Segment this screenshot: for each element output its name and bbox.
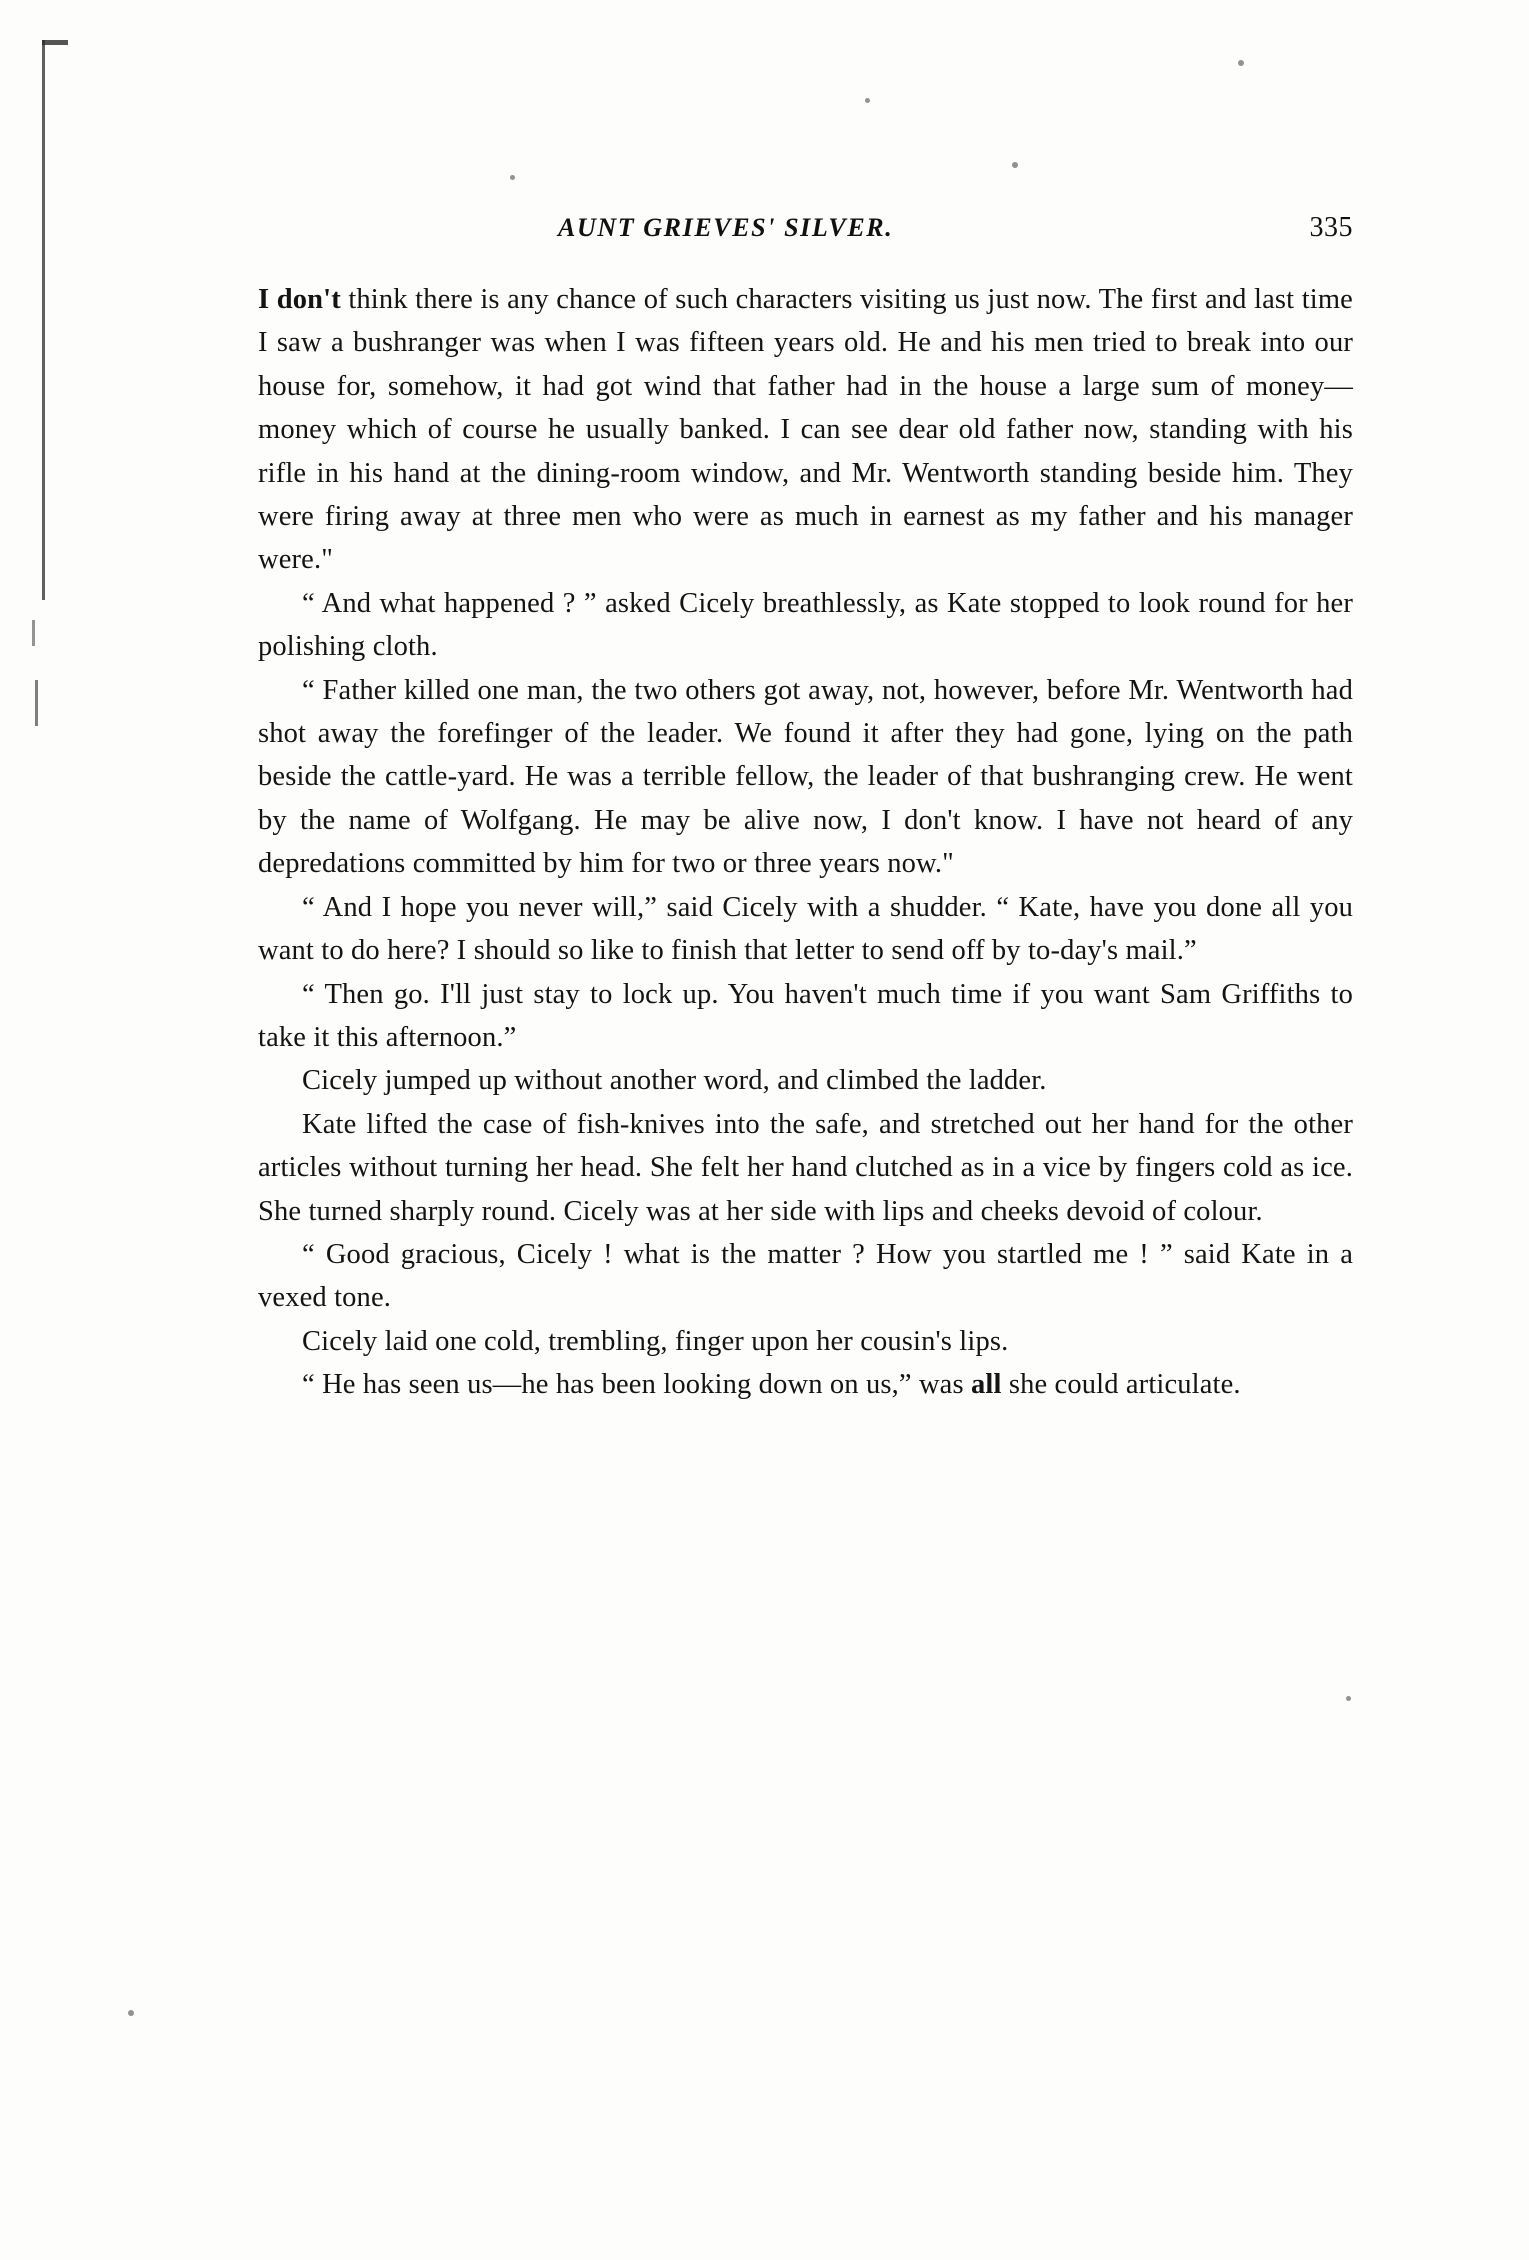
paragraph-10 [258,1363,1353,1406]
paragraph-3: “ Father killed one man, the two others got away, not, however, before Mr. Wentworth had shot away the forefinger of the leader. We found it after they had gone, lying on the path beside the cattle-yard. He was a terrible fellow, the leader of that bushranging crew. He went by the name of Wolfgang. He may be alive now, I don't know. I have not heard of any depredations committed by him for two or three years now." [258,674,1353,880]
paragraph-1-lead: I don't [258,284,341,315]
paragraph-9: Cicely laid one cold, trembling, finger upon her cousin's lips. [302,1325,1009,1357]
paragraph-4: “ And I hope you never will,” said Cicely with a shudder. “ Kate, have you done all you want to do here? I should so like to finish that letter to send off by to-day's mail.” [258,891,1353,967]
scan-speck [1238,60,1244,66]
paragraph-1-rest: think there is any chance of such characters visiting us just now. The first and last time I saw a bushranger was when I was fifteen years old. He and his men tried to break into our house for, somehow, it had got wind that father had in the house a large sum of money—money which of course he usually banked. I can see dear old father now, standing with his rifle in his hand at the dining-room window, and Mr. Wentworth standing beside him. They were firing away at three men who were as much in earnest as my father and his manager were." [258,284,1353,576]
running-header [258,212,1353,244]
paragraph-6: Cicely jumped up without another word, and climbed the ladder. [302,1065,1047,1097]
scan-speck [128,2010,134,2016]
paragraph-7: Kate lifted the case of fish-knives into the safe, and stretched out her hand for the other articles without turning her head. She felt her hand clutched as in a vice by fingers cold as ice. She turned sharply round. Cicely was at her side with lips and cheeks devoid of colour. [258,1108,1353,1227]
paragraph-10-tail: she could articulate. [1001,1369,1241,1401]
paragraph-2: “ And what happened ? ” asked Cicely breathlessly, as Kate stopped to look round for her polishing cloth. [258,587,1353,663]
chapter-title: AUNT GRIEVES' SILVER. [558,213,894,242]
paragraph-1 [258,278,1353,582]
paragraph-8: “ Good gracious, Cicely ! what is the matter ? How you startled me ! ” said Kate in a vexed tone. [258,1238,1353,1314]
body-text [258,278,1353,1407]
paragraph-10-lead: “ He has seen us—he has been looking down on us,” was [302,1369,971,1401]
scan-speck [510,175,515,180]
scan-speck [1346,1696,1351,1701]
scan-artifact-dash-upper [32,620,35,646]
page-content [258,212,1353,1407]
page-number: 335 [1309,212,1353,243]
scan-speck [1012,162,1018,168]
paragraph-5: “ Then go. I'll just stay to lock up. You haven't much time if you want Sam Griffiths to take it this afternoon.” [258,978,1353,1053]
paragraph-10-bold: all [971,1369,1002,1401]
scan-artifact-dash-lower [35,680,38,726]
scan-artifact-top-tick [42,40,68,45]
scan-artifact-left-rule [42,40,45,600]
scan-speck [865,98,870,103]
